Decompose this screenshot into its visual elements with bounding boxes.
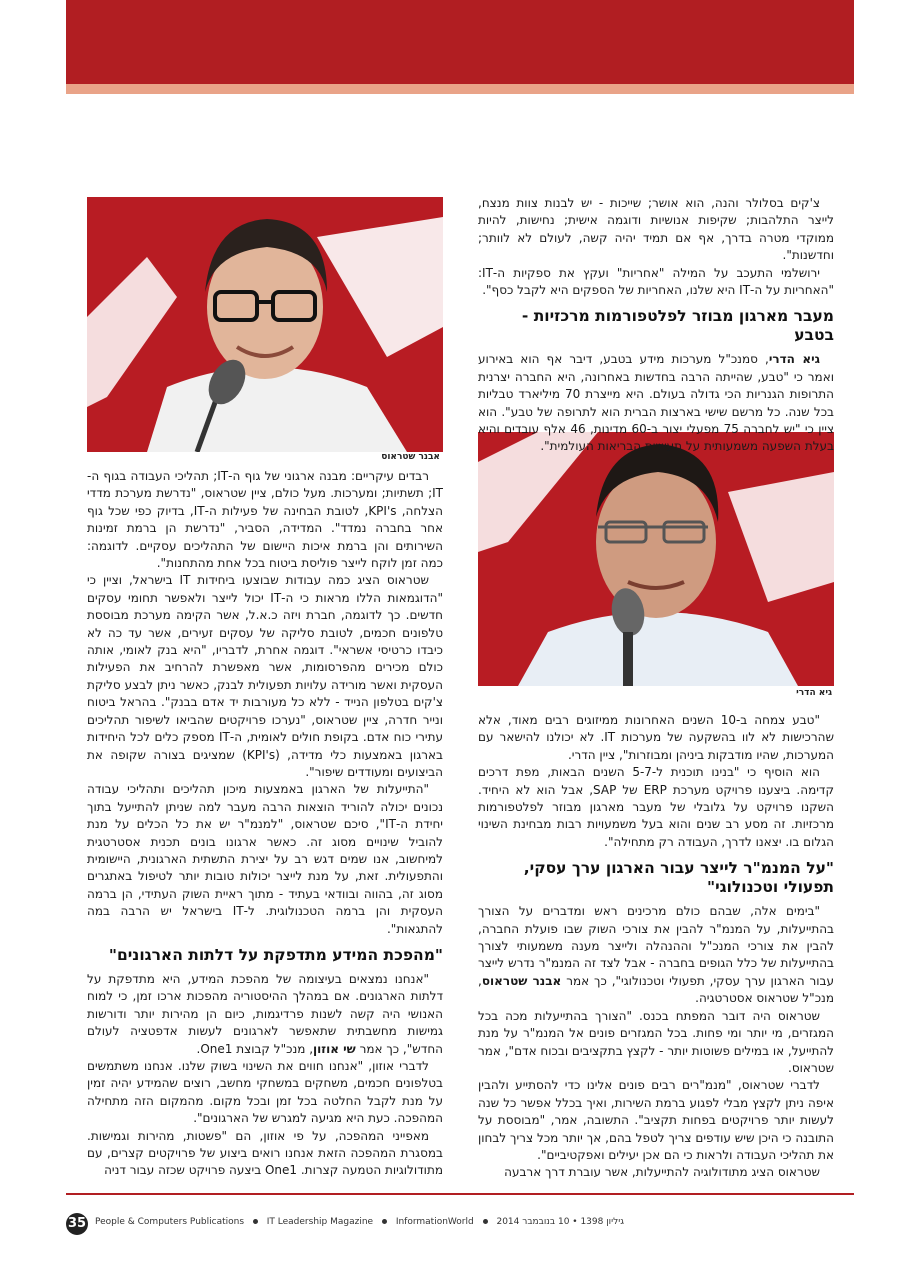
paragraph: שטראוס הציג כמה עבודות שבוצעו ביחידות IT בישראל, וציין כי "הדוגמאות הללו מראות כי ה-IT יכול לייצר ולאפשר תחומי עסקים חדשים. כך לדוגמה, חברת ויזה כ.א.ל, אשר הקימה מערכת מבוססת טלפונים חכמים, לטובת סליקה של עסקים זעירים, אשר עד כה לא כיבדו כרטיסי אשראי". דוגמה אחרת, לדבריו, "היא בנק לאומי, אותה כולם מכירים מהפרסומות, אשר מאפשרת להרחיב את הפעילות העסקית ואשר מורידה עלויות תפעולית לבנק, כאשר ניתן לבצע סליקת צ'קים בטלפון הנייד - ללא כל מעורבות יד אדם בבנק". בהראל ביטוח ונייר חדרה, ציין שטראוס, "נערכו פרויקטים שהביאו לשיפור תהליכים עתירי כוח אדם. בקופת חולים לאומית, ה-IT מספק כלים לכל היחידות בארגון באמצעות כלי מדידה, (KPI's) שמציגים בצורה שקופה את הביצועים ומעודדים שיפור". [87, 573, 443, 779]
magazine-name: IT Leadership Magazine [266, 1217, 374, 1227]
section-heading-cio-value: "על המנמ"ר לייצר עבור הארגון ערך עסקי, תפעולי וטכנולוגי" [523, 859, 834, 897]
paragraph [87, 971, 443, 1058]
paragraph-text: , מנכ"ל קבוצת One1. [196, 1041, 314, 1056]
photo-caption-strauss: אבנר שטראוס [381, 452, 440, 462]
speaker-name: שי אוזון [313, 1041, 356, 1056]
paragraph [478, 903, 834, 1007]
header-band [66, 0, 854, 84]
header-stripe [66, 84, 854, 94]
photo-avner-strauss [87, 197, 443, 452]
paragraph-text: "אנחנו נמצאים בעיצומה של מהפכת המידע, היא מתדפקת על דלתות הארגונים. אם במהלך ההיסטוריה מהפכות ארכו זמן, כי למוח האנושי היה קשה לשנות פרדיגמות, כיום הן מהירות יותר ודורשות גמישות מחשבתית שתאפשר לארגונים לעשות אדפטציה לעולם החדש", כך אמר [87, 971, 443, 1056]
paragraph: לדברי שטראוס, "מנמ"רים רבים פונים אלינו כדי להסתייע ולהבין איפה ניתן לקצץ מבלי לפגוע ברמת השירות, ואיך בכלל אפשר כל שנה לעשות יותר פרויקטים בפחות תקציב". התשובה, אמר, "מבוססת על התובנה כי היכן שיש עודפים צריך לטפל בהם, אך יותר מכל צריך לבחון את תהליכי העבודה ולראות כי הם אכן יעילים ואפקטיביים". [478, 1078, 834, 1162]
paragraph: הוא הוסיף כי "בנינו תוכנית ל-5-7 השנים הבאות, מפת דרכים קדימה. ביצענו פרויקט מערכת ERP של SAP, אבל הוא לא היחיד. השקנו פרויקט על גלובלי של מעבר מארגון מבוזר לפלטפורמות מרכזיות. זה מסע רב שנים והוא בעל משמעויות רבות מבחינת השינוי הגלום בו. יצאנו לדרך, העבודה רק מתחילה". [478, 765, 834, 849]
site-name: InformationWorld [395, 1217, 474, 1227]
left-column [87, 468, 443, 1180]
publisher-name: People & Computers Publications [95, 1217, 245, 1227]
photo-caption-hadari: גיא הדרי [796, 688, 832, 698]
paragraph-text: , מנכ"ל שטראוס אסטרטגיה. [478, 973, 834, 1006]
section-heading-teva: מעבר מארגון מבוזר לפלטפורמות מרכזיות - בטבע [521, 307, 834, 345]
paragraph: רבדים עיקריים: מבנה ארגוני של גוף ה-IT; תהליכי העבודה בגוף ה-IT; תשתיות; ומערכות. מעל כולם, ציין שטראוס, "נדרשת מערכת מדדי הצלחה, KPI's, לטובת הבחינה של פעילות ה-IT, בדיוק כפי שכל גוף אחר בחברה נמדד". המדידה, הסביר, "נדרשת הן ברמת זמינות השירותים והן ברמת איכות היישום של התהליכים עסקיים. לדוגמה: כמה זמן לוקח לייצר פוליסת ביטוח בכל אחת מהתחנות". [87, 469, 444, 571]
page-footer [66, 1213, 854, 1237]
paragraph: "טבע צמחה ב-10 השנים האחרונות ממיזוגים רבים מאוד, אלא שהרכישות לא לוו בהשקעה של מערכות IT. לא יכולנו להישאר עם המערכות, שהיו מודבקות ביניהן ומבוזרות", ציין הדרי. [478, 713, 834, 762]
paragraph: צ'קים בסלולר והנה, הוא אושר; שייכות - יש לבנות צוות מנצח, לייצר התלהבות; שקיפות אנושיות ודוגמה אישית; נחישות, להיות ממוקדי מטרה בדרך, אף אם תמיד יהיה קשה, לעולם לא לוותר; וחדשנות". [478, 196, 834, 263]
bullet-icon [253, 1219, 258, 1224]
paragraph: ירושלמי התעכב על המילה "אחריות" ועקץ את ספקיות ה-IT: "האחריות על ה-IT היא שלנו, האחריות של הספקים היא לקבל כסף". [478, 265, 834, 298]
bullet-icon [382, 1219, 387, 1224]
bullet-icon [483, 1219, 488, 1224]
section-heading-info-revolution: "מהפכת המידע מתדפקת על דלתות הארגונים" [108, 945, 443, 964]
paragraph-text: "בימים אלה, שבהם כולם מרכינים ראש ומדברים על הצורך בהתייעלות, על המנמ"ר להבין את צורכי השוק שבו פועלת החברה, להבין את צורכי המנכ"ל וההנהלה ולייצר מענה משמעותי לצורך בהתייעלות של כלל הגופים בחברה - אבל לצד זה המנמ"ר נדרש לייצר עבור הארגון ערך עסקי, תפעולי וטכנולוגי", כך אמר [478, 904, 835, 988]
speaker-name: גיא הדרי [768, 352, 820, 367]
right-column-bottom [478, 712, 834, 1182]
paragraph: לדברי אוזון, "אנחנו חווים את השינוי בשוק שלנו. אנחנו משתמשים בטלפונים חכמים, משחקים במשחקי מחשב, רוצים שהמידע יהיה זמין על מנת לקבל החלטה בכל זמן ובכל מקום. מהמקום הזה מתחילה המהפכה. כעת היא מגיעה למגרש של הארגונים". [87, 1059, 443, 1126]
photo-guy-hadari [478, 432, 834, 686]
footer-rule [66, 1193, 854, 1195]
paragraph: "התייעלות של הארגון באמצעות מיכון תהליכים ותהליכי עבודה נכונים יכולה להוריד הוצאות הרבה מעבר למה שניתן להתייעל בתוך יחידת ה-IT", סיכם שטראוס, "למנמ"ר יש את כל הכלים על מנת להוביל שינויים מסוג זה. כאשר ארגונו בונים תכנית אסטרטגית למיחשוב, אנו שמים דגש רב על יצירת התשתית הארגונית, היישומית והתפעולית. זאת, על מנת לייצר יכולות טובות יותר לטיפול באתגרים מסוג זה, בהווה ובוודאי בעתיד - מתוך ראיית השוק העתידי, הן ברמה העסקית והן ברמה הטכנולוגית. ל-IT בישראל יש הרבה במה להתגאות". [87, 782, 444, 936]
paragraph: שטראוס הציג מתודולוגיה להתייעלות, אשר עוברת דרך ארבעה [504, 1165, 820, 1180]
paragraph: שטראוס היה דובר המפתח בכנס. "הצורך בהתייעלות מכה בכל המגזרים, מי יותר ומי פחות. בכל המגזרים פונים אל המנמ"ר על מנת להתייעל, או במילים פשוטות יותר - לקצץ בתקציבים ובכוח אדם", אמר שטראוס. [477, 1008, 834, 1075]
footer-credits [92, 1217, 627, 1227]
issue-info: גיליון 1398 • 10 בנובמבר 2014 [496, 1217, 624, 1227]
portrait-illustration [87, 197, 443, 452]
speaker-name: אבנר שטראוס [481, 973, 562, 988]
paragraph: מאפייני המהפכה, על פי אוזון, הם "פשטות, מהירות וגמישות. במסגרת המהפכה הזאת אנחנו רואים ביצוע של פרויקטים קצרים, עם מתודולוגיות הטמעה קצרות. One1 ביצעה פרויקט שכזה עבור דניה [87, 1128, 443, 1178]
paragraph-text: , סמנכ"ל מערכות מידע בטבע, דיבר אף הוא באירוע ואמר כי "טבע, שהייתה הרבה בחדשות באחרונה, היא החברה יצרנית התרופות הגנריות הכי גדולה בעולם. היא מייצרת 70 מיליארד טבליות בכל שנה. כל מרשם שישי בארצות הברית הוא לתרופה של טבע". הוא ציין כי "יש לחברה 75 מפעלי יצור ב-60 מדינות, 46 אלף עובדים והיא בעלת השפעה משמעותית על תעשיית הבריאות העולמית". [478, 352, 834, 454]
paragraph [478, 351, 834, 455]
right-column-top [478, 195, 834, 456]
page-number: 35 [66, 1213, 88, 1235]
portrait-illustration [478, 432, 834, 686]
